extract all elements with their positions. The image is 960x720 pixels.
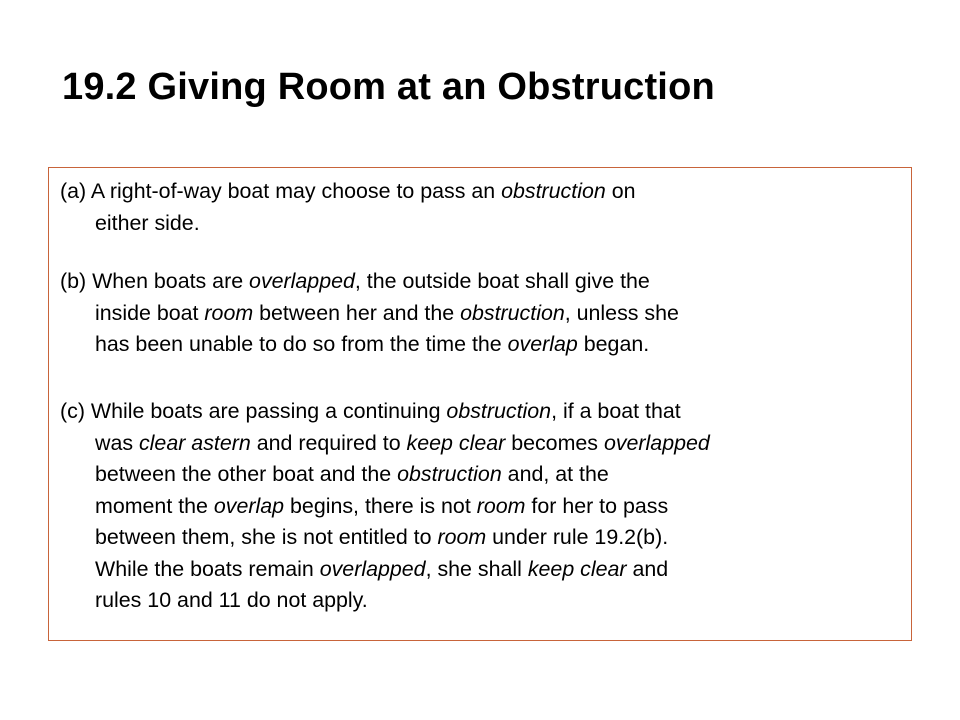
rule-c-line (60, 428, 710, 460)
rules-text-box (48, 167, 912, 641)
defined-term: obstruction (397, 462, 502, 486)
rule-a-line (60, 208, 636, 240)
defined-term: keep clear (527, 556, 627, 581)
rule-paragraph-a (60, 176, 636, 239)
rule-text: was (95, 430, 139, 455)
rule-a-line (60, 176, 636, 208)
rule-b-line (60, 266, 679, 298)
rule-text: under rule 19.2(b). (486, 525, 669, 549)
defined-term: obstruction (501, 179, 606, 203)
rule-text: rules 10 and 11 do not apply. (95, 588, 368, 612)
rule-paragraph-b (60, 266, 679, 361)
rule-text: and (626, 556, 669, 581)
rule-c-line (60, 554, 710, 586)
rule-text: (b) When boats are (60, 269, 250, 293)
rule-text: (a) A right-of-way boat may choose to pass an (60, 179, 502, 203)
page-title: 19.2 Giving Room at an Obstruction (62, 66, 715, 108)
rule-text: for her to pass (525, 493, 669, 518)
rule-text: , the outside boat shall give the (354, 269, 650, 293)
defined-term: room (476, 493, 526, 518)
rule-text: becomes (505, 430, 604, 455)
rule-c-line (60, 459, 710, 491)
rule-text: has been unable to do so from the time the (95, 332, 508, 356)
defined-term: overlapped (319, 556, 426, 581)
rule-text: , unless she (564, 300, 679, 325)
rule-text: inside boat (95, 300, 205, 325)
rule-b-line (60, 298, 679, 330)
rule-c-line (60, 585, 710, 617)
defined-term: clear astern (138, 430, 251, 455)
defined-term: obstruction (460, 300, 565, 325)
rule-text: moment the (95, 493, 214, 518)
rule-text: either side. (95, 210, 200, 235)
rule-text: and, at the (501, 462, 609, 486)
defined-term: overlap (213, 493, 285, 518)
rule-text: between the other boat and the (95, 462, 398, 486)
rule-c-line (60, 522, 710, 554)
defined-term: keep clear (406, 430, 506, 455)
rule-paragraph-c (60, 396, 710, 617)
rule-text: between them, she is not entitled to (95, 525, 438, 549)
defined-term: obstruction (446, 399, 552, 423)
defined-term: room (204, 300, 254, 325)
rule-c-line (60, 396, 710, 428)
defined-term: overlapped (249, 269, 355, 293)
rule-text: began. (577, 332, 650, 356)
rule-text: (c) While boats are passing a continuing (60, 399, 447, 423)
defined-term: overlapped (603, 430, 710, 455)
rule-text: , if a boat that (551, 399, 681, 423)
rule-text: begins, there is not (284, 493, 477, 518)
rule-text: , she shall (425, 556, 528, 581)
rule-text: While the boats remain (95, 556, 320, 581)
rule-b-line (60, 329, 679, 361)
rule-text: and required to (250, 430, 407, 455)
defined-term: overlap (507, 332, 578, 356)
rule-text: on (605, 179, 636, 203)
rule-c-line (60, 491, 710, 523)
rule-text: between her and the (253, 300, 461, 325)
defined-term: room (437, 525, 487, 549)
